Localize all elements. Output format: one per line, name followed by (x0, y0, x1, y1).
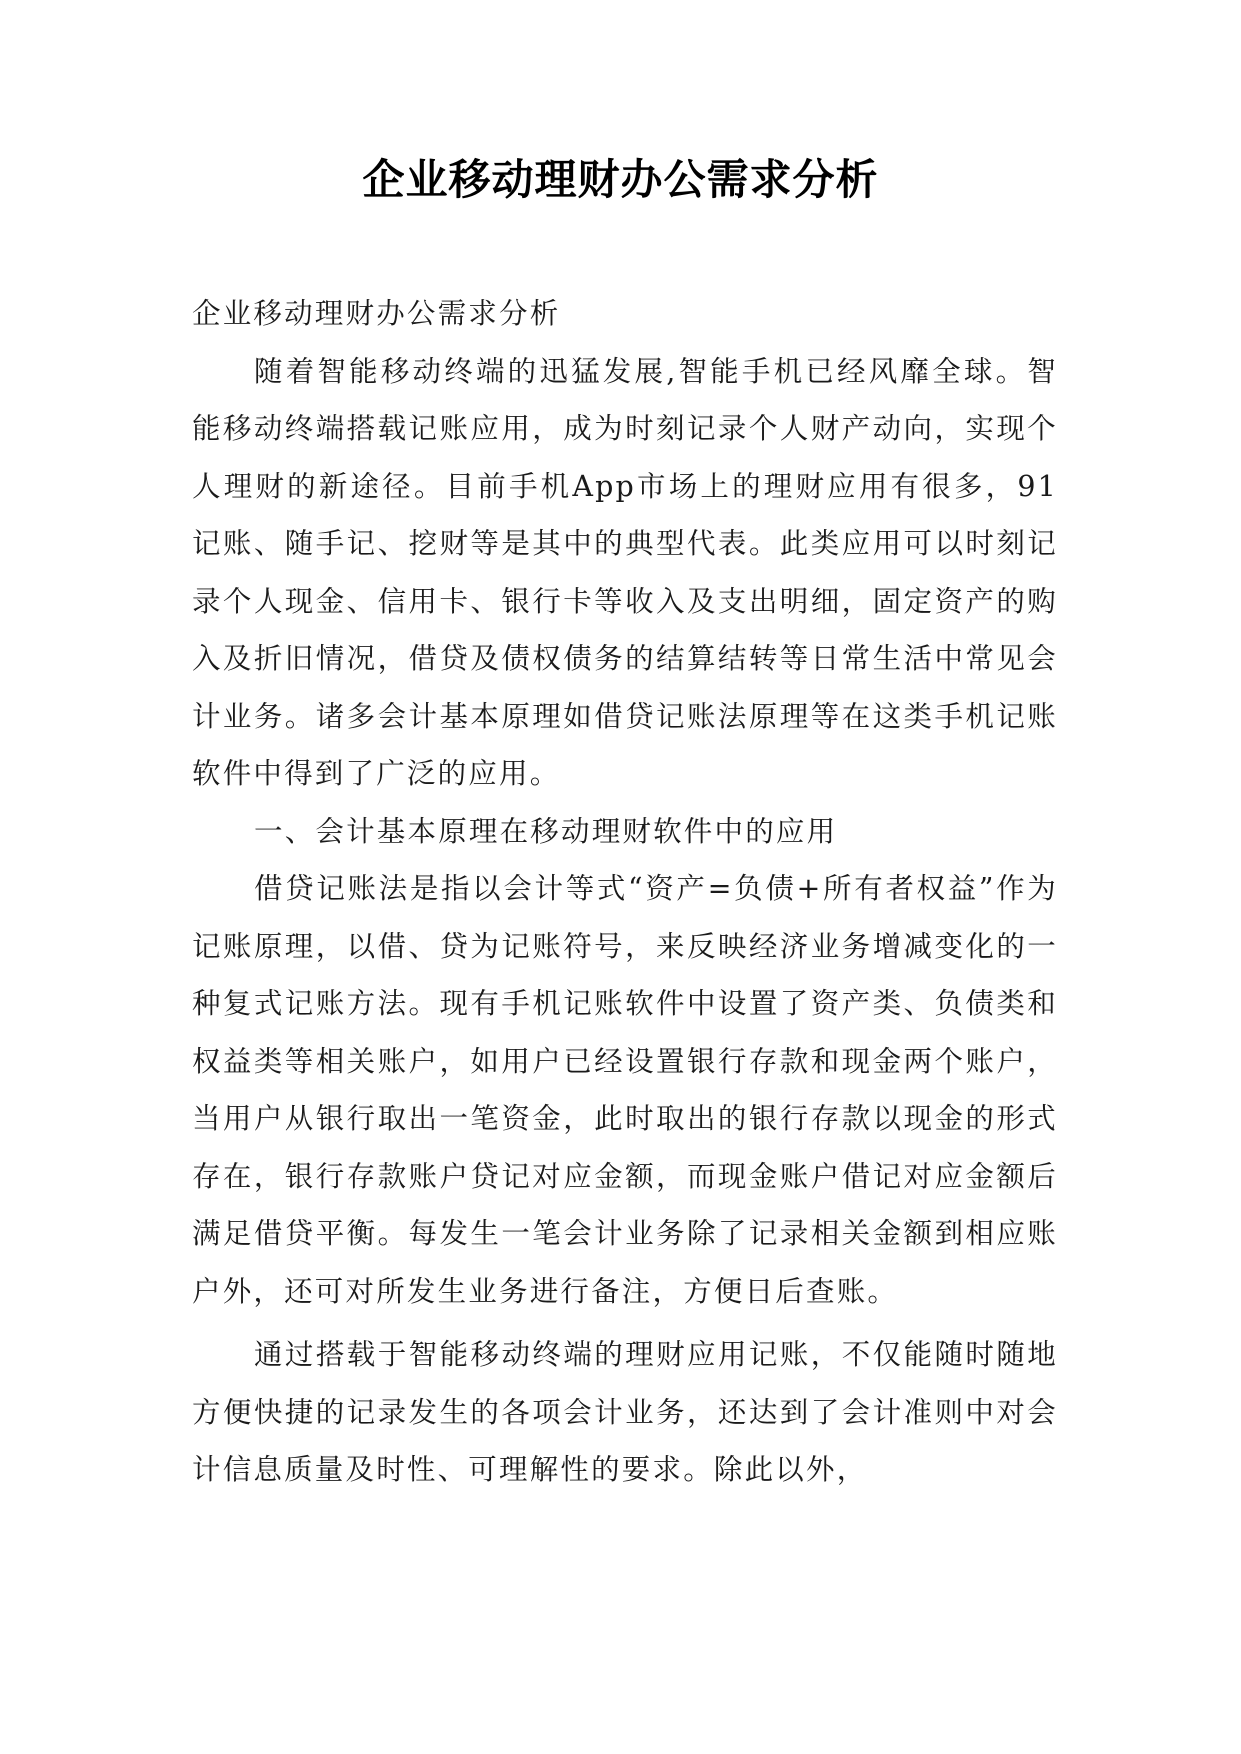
body-paragraph: 通过搭载于智能移动终端的理财应用记账，不仅能随时随地方便快捷的记录发生的各项会计业务，还达到了会计准则中对会计信息质量及时性、可理解性的要求。除此以外， (192, 1338, 1058, 1486)
intro-paragraph: 随着智能移动终端的迅猛发展,智能手机已经风靡全球。智能移动终端搭载记账应用，成为时刻记录个人财产动向，实现个人理财的新途径。目前手机App市场上的理财应用有很多，91记账、随手记、挖财等是其中的典型代表。此类应用可以时刻记录个人现金、信用卡、银行卡等收入及支出明细，固定资产的购入及折旧情况，借贷及债权债务的结算结转等日常生活中常见会计业务。诸多会计基本原理如借贷记账法原理等在这类手机记账软件中得到了广泛的应用。 (192, 354, 1058, 790)
section-heading: 一、会计基本原理在移动理财软件中的应用 (254, 814, 838, 848)
subtitle-paragraph: 企业移动理财办公需求分析 (192, 297, 561, 330)
document-body (192, 285, 1058, 1499)
body-paragraph: 借贷记账法是指以会计等式“资产=负债+所有者权益”作为记账原理，以借、贷为记账符号，来反映经济业务增减变化的一种复式记账方法。现有手机记账软件中设置了资产类、负债类和权益类等相关账户，如用户已经设置银行存款和现金两个账户，当用户从银行取出一笔资金，此时取出的银行存款以现金的形式存在，银行存款账户贷记对应金额，而现金账户借记对应金额后满足借贷平衡。每发生一笔会计业务除了记录相关金额到相应账户外，还可对所发生业务进行备注，方便日后查账。 (192, 872, 1058, 1308)
document-title: 企业移动理财办公需求分析 (362, 155, 879, 204)
